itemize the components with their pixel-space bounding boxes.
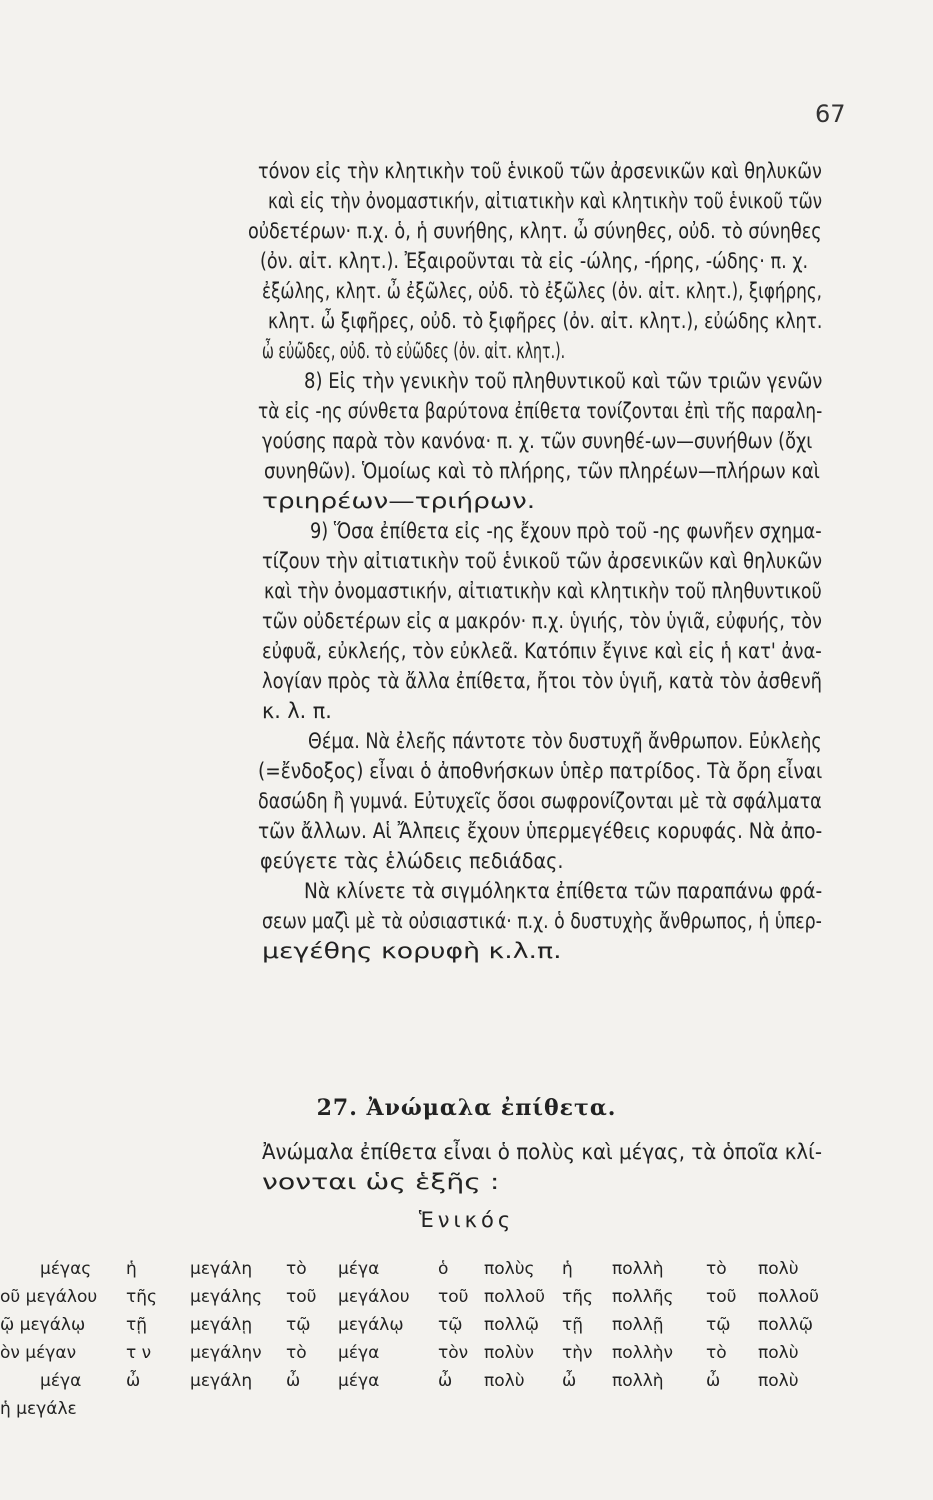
table-cell: πολλῆς — [612, 1287, 674, 1307]
text-line: τίζουν τὴν αἰτιατικὴν τοῦ ἑνικοῦ τῶν ἀρσενικῶν καὶ θηλυκῶν — [262, 549, 823, 573]
table-cell: τὸ — [706, 1343, 727, 1363]
table-cell: μέγα — [338, 1259, 380, 1279]
table-cell: πολὺ — [758, 1371, 799, 1391]
table-row — [0, 1256, 933, 1282]
text-line: κ. λ. π. — [262, 699, 332, 723]
table-cell: μέγα — [338, 1343, 380, 1363]
text-line: καὶ τὴν ὀνομαστικήν, αἰτιατικὴν καὶ κλητικὴν τοῦ πληθυντικοῦ — [264, 579, 822, 603]
table-cell: ἡ μεγάλε — [0, 1399, 77, 1419]
table-row — [0, 1396, 933, 1422]
table-cell: ῷ μεγάλῳ — [0, 1315, 86, 1335]
table-cell: τὸ — [286, 1343, 307, 1363]
text-line: κλητ. ὦ ξιφῆρες, οὐδ. τὸ ξιφῆρες (ὀν. αἰτ. κλητ.), εὐώδης κλητ. — [268, 309, 823, 333]
text-line: ἐξώλης, κλητ. ὦ ἐξῶλες, οὐδ. τὸ ἐξῶλες (ὀν. αἰτ. κλητ.), ξιφήρης, — [262, 279, 823, 303]
text-line: λογίαν πρὸς τὰ ἄλλα ἐπίθετα, ἤτοι τὸν ὑγιῆ, κατὰ τὸν ἀσθενῆ — [262, 669, 822, 693]
table-cell: ὦ — [562, 1371, 577, 1391]
text-line: (=ἔνδοξος) εἶναι ὁ ἀποθνήσκων ὑπὲρ πατρίδος. Τὰ ὄρη εἶναι — [258, 759, 823, 783]
table-cell: πολλὴ — [612, 1371, 664, 1391]
table-cell: τῷ — [706, 1315, 731, 1335]
table-row — [0, 1312, 933, 1338]
table-cell: μεγάλῳ — [338, 1315, 404, 1335]
text-line: φεύγετε τὰς ἑλώδεις πεδιάδας. — [260, 849, 564, 873]
table-cell: πολὺ — [758, 1343, 799, 1363]
table-cell: πολλῷ — [484, 1315, 539, 1335]
section-title: 27. Ἀνώμαλα ἐπίθετα. — [316, 1095, 617, 1121]
table-cell: πολλοῦ — [758, 1287, 819, 1307]
table-cell: πολὺ — [758, 1259, 799, 1279]
table-cell: πολλὴν — [612, 1343, 674, 1363]
table-row — [0, 1284, 933, 1310]
text-line: τριηρέων—τριήρων. — [262, 489, 536, 513]
table-cell: μεγάλου — [338, 1287, 410, 1307]
table-cell: τῷ — [286, 1315, 311, 1335]
table-cell: τῷ — [438, 1315, 463, 1335]
table-cell: τοῦ — [438, 1287, 469, 1307]
text-line: 8) Εἰς τὴν γενικὴν τοῦ πληθυντικοῦ καὶ τῶν τριῶν γενῶν — [304, 369, 823, 393]
text-line: Θέμα. Νὰ ἐλεῆς πάντοτε τὸν δυστυχῆ ἄνθρωπον. Εὐκλεὴς — [308, 729, 822, 753]
table-cell: πολλῇ — [612, 1315, 664, 1335]
page-number: 67 — [815, 100, 846, 128]
text-line: καὶ εἰς τὴν ὀνομαστικήν, αἰτιατικὴν καὶ κλητικὴν τοῦ ἑνικοῦ τῶν — [268, 189, 823, 213]
table-cell: τοῦ — [286, 1287, 317, 1307]
table-cell: μέγα — [40, 1371, 82, 1391]
table-cell: πολὺ — [484, 1371, 525, 1391]
declension-subhead: Ἑνικός — [418, 1208, 515, 1232]
table-cell: ὸν μέγαν — [0, 1343, 77, 1363]
table-cell: μέγας — [40, 1259, 92, 1279]
table-cell: μεγάλης — [190, 1287, 263, 1307]
text-line: γούσης παρὰ τὸν κανόνα· π. χ. τῶν συνηθέ-ων—συνήθων (ὄχι — [262, 429, 813, 453]
table-cell: ἡ — [126, 1259, 137, 1279]
text-line: συνηθῶν). Ὁμοίως καὶ τὸ πλήρης, τῶν πληρέων—πλήρων καὶ — [264, 459, 820, 483]
text-line: σεων μαζὶ μὲ τὰ οὐσιαστικά· π.χ. ὁ δυστυχὴς ἄνθρωπος, ἡ ὑπερ- — [262, 909, 822, 933]
text-line: τῶν οὐδετέρων εἰς α μακρόν· π.χ. ὑγιής, τὸν ὑγιᾶ, εὐφυής, τὸν — [262, 609, 822, 633]
table-cell: τὸ — [706, 1259, 727, 1279]
text-line: μεγέθης κορυφὴ κ.λ.π. — [262, 939, 562, 963]
table-row — [0, 1340, 933, 1366]
table-cell: τῆς — [126, 1287, 157, 1307]
text-line: Νὰ κλίνετε τὰ σιγμόληκτα ἐπίθετα τῶν παραπάνω φρά- — [304, 879, 823, 903]
table-cell: τοῦ — [706, 1287, 737, 1307]
table-cell: τὸ — [286, 1259, 307, 1279]
text-line: τῶν ἄλλων. Αἱ Ἄλπεις ἔχουν ὑπερμεγέθεις κορυφάς. Νὰ ἀπο- — [258, 819, 823, 843]
table-cell: μεγάλη — [190, 1259, 253, 1279]
table-cell: τῇ — [562, 1315, 584, 1335]
intro-line: Ἀνώμαλα ἐπίθετα εἶναι ὁ πολὺς καὶ μέγας, τὰ ὁποῖα κλί- — [262, 1140, 822, 1164]
table-cell: τὸν — [438, 1343, 469, 1363]
table-cell: μεγάλη — [190, 1371, 253, 1391]
text-line: ὦ εὐῶδες, οὐδ. τὸ εὐῶδες (ὀν. αἰτ. κλητ.). — [262, 339, 566, 363]
text-line: οὐδετέρων· π.χ. ὁ, ἡ συνήθης, κλητ. ὦ σύνηθες, οὐδ. τὸ σύνηθες — [248, 219, 822, 243]
text-line: τὰ εἰς -ης σύνθετα βαρύτονα ἐπίθετα τονίζονται ἐπὶ τῆς παραλη- — [258, 399, 823, 423]
table-cell: οῦ μεγάλου — [0, 1287, 98, 1307]
table-cell: ὦ — [706, 1371, 721, 1391]
table-cell: πολλὴ — [612, 1259, 664, 1279]
text-line: 9) Ὅσα ἐπίθετα εἰς -ης ἔχουν πρὸ τοῦ -ης φωνῆεν σχημα- — [310, 519, 822, 543]
table-cell: ἡ — [562, 1259, 573, 1279]
table-cell: τῆς — [562, 1287, 593, 1307]
table-cell: πολὺς — [484, 1259, 535, 1279]
table-row — [0, 1368, 933, 1394]
table-cell: τῇ — [126, 1315, 148, 1335]
table-cell: μέγα — [338, 1371, 380, 1391]
table-cell: πολὺν — [484, 1343, 535, 1363]
text-line: (ὀν. αἰτ. κλητ.). Ἐξαιροῦνται τὰ εἰς -ώλης, -ήρης, -ώδης· π. χ. — [260, 249, 809, 273]
text-line: εὐφυᾶ, εὐκλεής, τὸν εὐκλεᾶ. Κατόπιν ἔγινε καὶ εἰς ἡ κατ' ἀνα- — [262, 639, 822, 663]
table-cell: τὴν — [562, 1343, 593, 1363]
intro-line: νονται ὡς ἑξῆς : — [262, 1170, 500, 1194]
text-line: τόνον εἰς τὴν κλητικὴν τοῦ ἑνικοῦ τῶν ἀρσενικῶν καὶ θηλυκῶν — [258, 159, 822, 183]
table-cell: πολλῷ — [758, 1315, 813, 1335]
table-cell: τ ν — [126, 1343, 152, 1363]
text-line: δασώδη ἢ γυμνά. Εὐτυχεῖς ὅσοι σωφρονίζονται μὲ τὰ σφάλματα — [258, 789, 822, 813]
table-cell: μεγάλῃ — [190, 1315, 253, 1335]
table-cell: πολλοῦ — [484, 1287, 545, 1307]
table-cell: μεγάλην — [190, 1343, 262, 1363]
table-cell: ὦ — [126, 1371, 141, 1391]
table-cell: ὦ — [286, 1371, 301, 1391]
table-cell: ὁ — [438, 1259, 449, 1279]
table-cell: ὦ — [438, 1371, 453, 1391]
